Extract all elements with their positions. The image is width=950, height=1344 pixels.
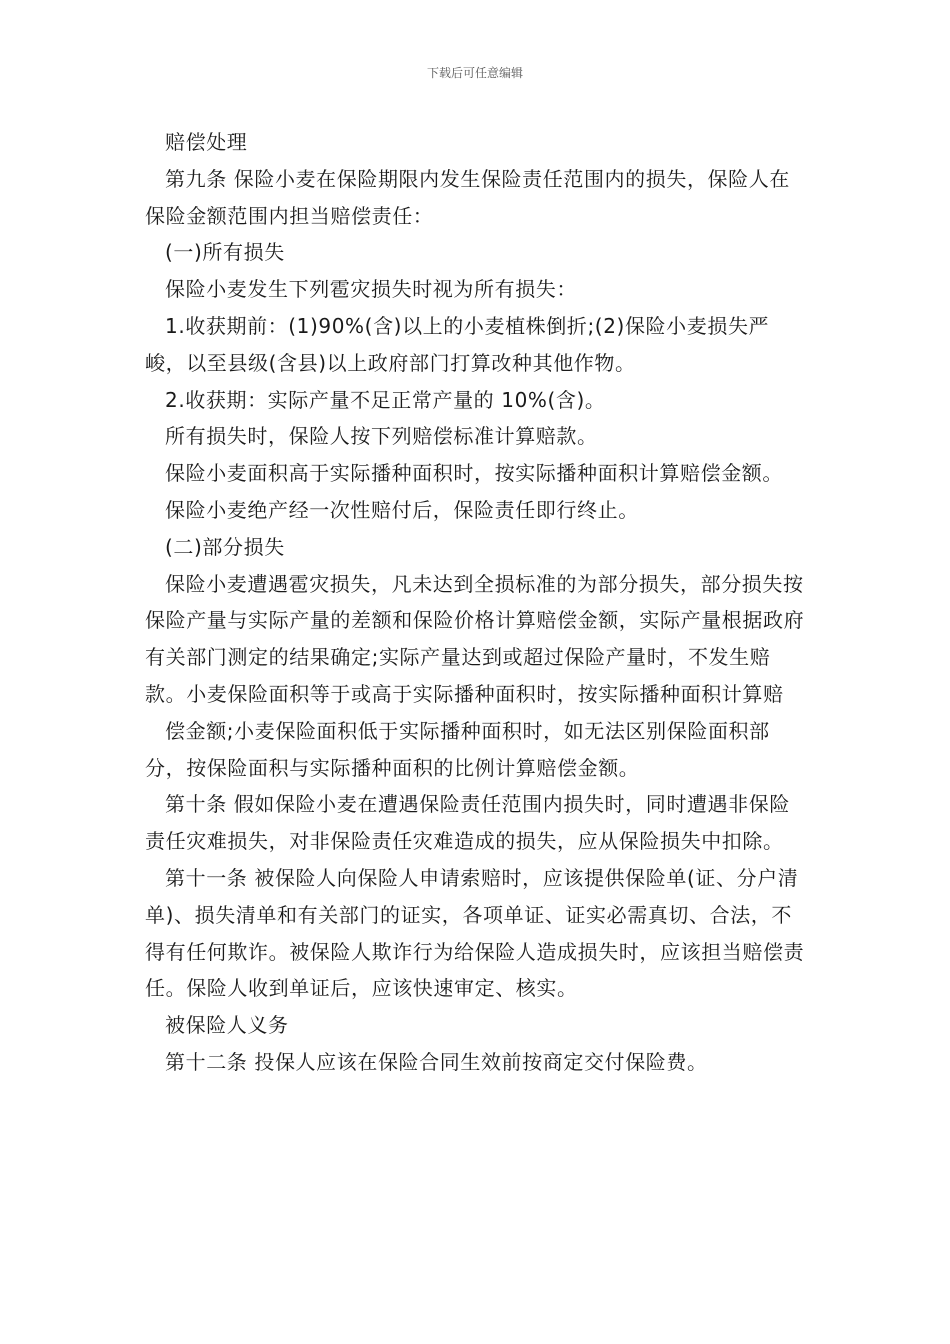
partial-loss-paragraph: 保险小麦遭遇雹灾损失，凡未达到全损标准的为部分损失，部分损失按保险产量与实际产量的差额和保险价格计算赔偿金额，实际产量根据政府有关部门测定的结果确定;实际产量达到或超过保险产量时，不发生赔款。小麦保险面积等于或高于实际播种面积时，按实际播种面积计算赔	[145, 571, 805, 706]
total-loss-calc: 所有损失时，保险人按下列赔偿标准计算赔款。	[165, 424, 598, 449]
subsection-total-loss: (一)所有损失	[165, 240, 285, 265]
article-10-paragraph: 第十条 假如保险小麦在遭遇保险责任范围内损失时，同时遭遇非保险责任灾难损失，对非保险责任灾难造成的损失，应从保险损失中扣除。	[145, 792, 790, 854]
partial-loss-continuation: 偿金额;小麦保险面积低于实际播种面积时，如无法区别保险面积部分，按保险面积与实际播种面积的比例计算赔偿金额。	[145, 718, 770, 780]
total-loss-intro: 保险小麦发生下列雹灾损失时视为所有损失：	[165, 277, 577, 302]
page-header: 下载后可任意编辑	[426, 66, 523, 80]
termination-paragraph: 保险小麦绝产经一次性赔付后，保险责任即行终止。	[165, 497, 639, 522]
article-11-paragraph: 第十一条 被保险人向保险人申请索赔时，应该提供保险单(证、分户清单)、损失清单和有关部门的证实，各项单证、证实必需真切、合法，不得有任何欺诈。被保险人欺诈行为给保险人造成损失时，应该担当赔偿责任。保险人收到单证后，应该快速审定、核实。	[145, 865, 805, 1001]
article-9-paragraph: 第九条 保险小麦在保险期限内发生保险责任范围内的损失，保险人在保险金额范围内担当赔偿责任：	[145, 166, 790, 228]
section-heading-obligations: 被保险人义务	[165, 1013, 289, 1038]
document-body	[145, 124, 810, 1081]
pre-harvest-condition: 1.收获期前：(1)90%(含)以上的小麦植株倒折;(2)保险小麦损失严峻，以至县级(含县)以上政府部门打算改种其他作物。	[145, 313, 770, 375]
subsection-partial-loss: (二)部分损失	[165, 534, 285, 559]
area-rule-paragraph: 保险小麦面积高于实际播种面积时，按实际播种面积计算赔偿金额。	[165, 461, 783, 486]
harvest-condition: 2.收获期：实际产量不足正常产量的 10%(含)。	[165, 387, 606, 412]
section-heading-compensation: 赔偿处理	[165, 130, 248, 154]
article-12-paragraph: 第十二条 投保人应该在保险合同生效前按商定交付保险费。	[165, 1049, 708, 1074]
